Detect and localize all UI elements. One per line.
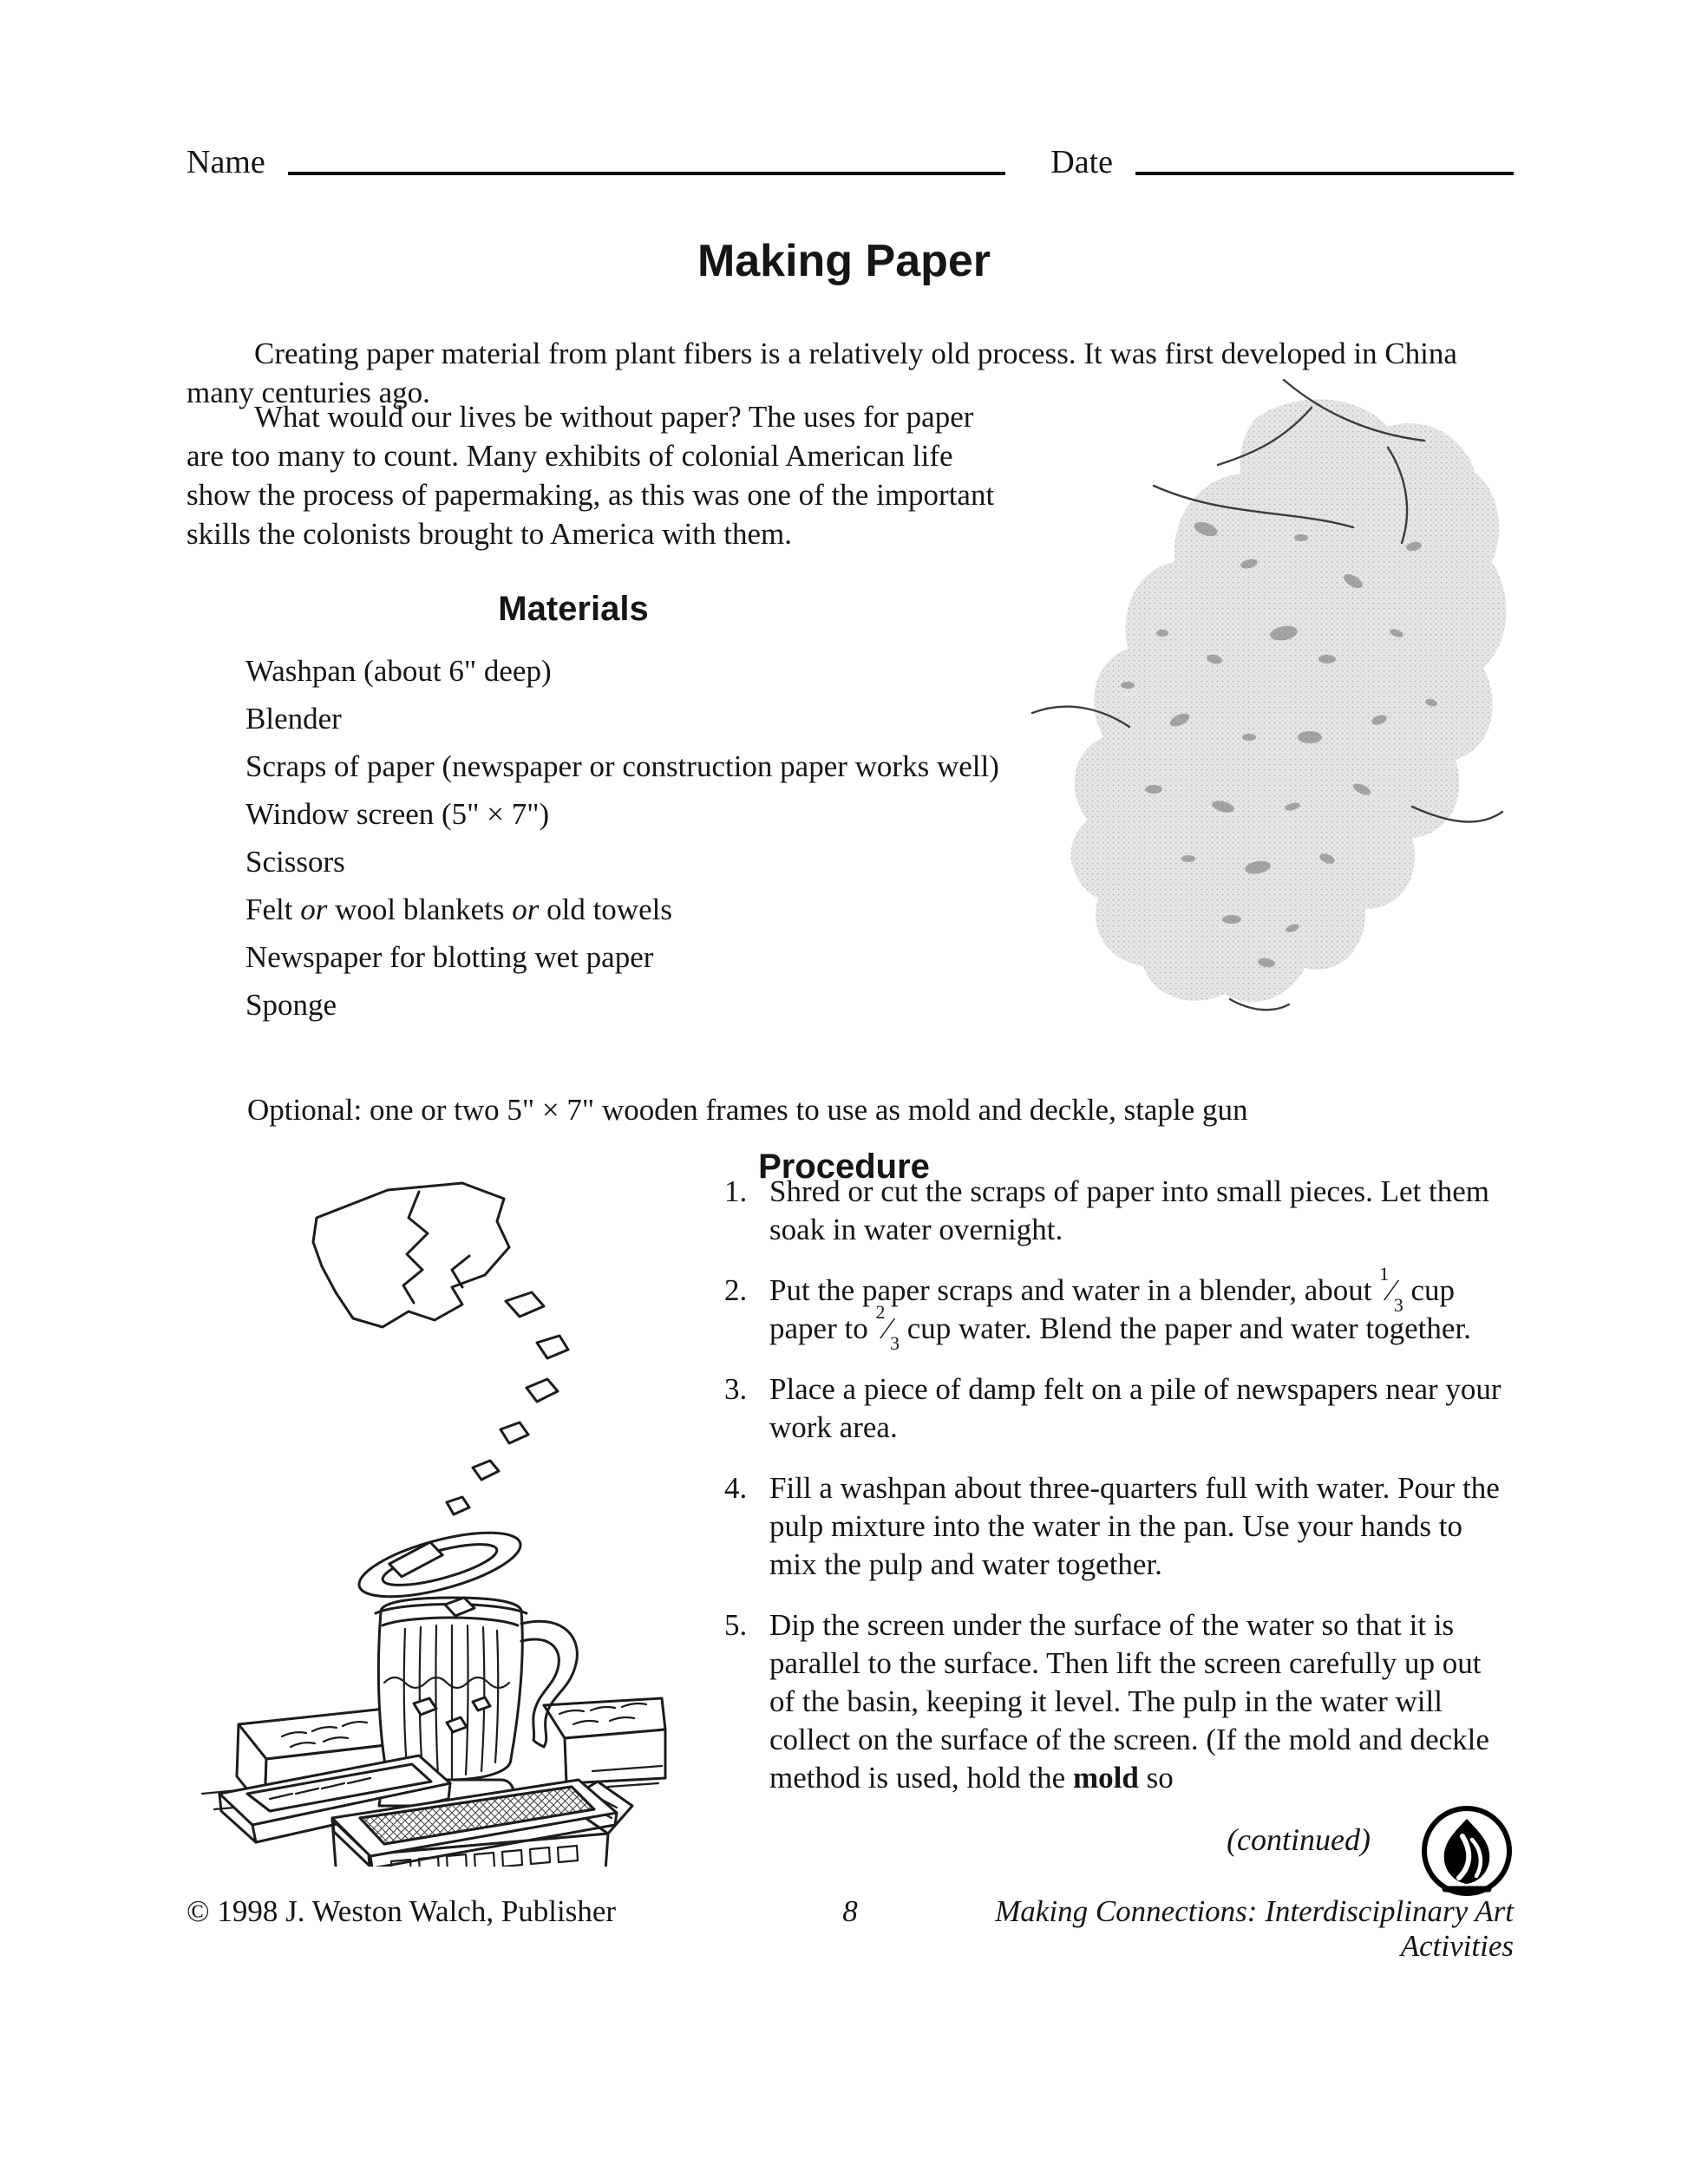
step-item: [724, 1469, 1514, 1584]
material-item: Scraps of paper (newspaper or construction paper works well): [245, 749, 999, 783]
blender-illustration: [186, 1173, 690, 1867]
footer-page-number: 8: [842, 1894, 858, 1928]
material-item: Washpan (about 6" deep): [245, 654, 552, 688]
walch-flame-logo-icon: [1419, 1802, 1515, 1900]
paper-sample-column: [1012, 373, 1514, 1033]
footer-copyright: © 1998 J. Weston Walch, Publisher: [186, 1894, 617, 1928]
intro-paragraph-1: Creating paper material from plant fibers is a relatively old process. It was first developed in China many centuries ago.: [186, 337, 1457, 409]
procedure-steps: [724, 1173, 1514, 1871]
procedure-section: [186, 1173, 1514, 1871]
step-item: [724, 1370, 1514, 1447]
footer-book-title: Making Connections: Interdisciplinary Art Activities: [995, 1894, 1514, 1963]
step-text: Fill a washpan about three-quarters full with water. Pour the pulp mixture into the water in the pan. Use your hands to mix the pulp and water together.: [769, 1471, 1500, 1581]
optional-note: Optional: one or two 5" × 7" wooden frames to use as mold and deckle, staple gun: [247, 1093, 1248, 1127]
material-item: Sponge: [245, 988, 337, 1022]
name-date-row: [186, 146, 1514, 179]
continued-note: (continued): [1227, 1822, 1371, 1857]
material-item: Scissors: [245, 845, 345, 879]
footer: [186, 1894, 1514, 1964]
step-text: Dip the screen under the surface of the water so that it is parallel to the surface. Then lift the screen carefully up out of the basin, keeping it level. The pulp in the water will collect on the surface of the screen. (If the mold and deckle method is used, hold the mold so: [769, 1608, 1489, 1795]
middle-text-column: [186, 373, 1012, 1033]
step-number: 5.: [724, 1608, 748, 1642]
materials-heading: Materials: [498, 590, 649, 628]
continued-row: [1227, 1802, 1515, 1900]
fraction-two-thirds: $^2⁄_3$: [875, 1301, 900, 1354]
page-title: Making Paper: [697, 235, 991, 286]
step-number: 1.: [724, 1174, 748, 1208]
step-text: Place a piece of damp felt on a pile of newspapers near your work area.: [769, 1372, 1502, 1444]
material-item: Window screen (5" × 7"): [245, 797, 550, 831]
material-item: Newspaper for blotting wet paper: [245, 940, 654, 974]
procedure-heading: Procedure: [758, 1148, 930, 1187]
step-number: 2.: [724, 1273, 748, 1307]
blender-illustration-column: [186, 1173, 724, 1871]
middle-section: [186, 373, 1514, 1033]
name-blank-line: [288, 170, 1006, 175]
step-item: [724, 1173, 1514, 1249]
intro-paragraph-2: What would our lives be without paper? The uses for paper are too many to count. Many exhibits of colonial American life show the process of papermaking, as this was one of the important skills the colonists brought to America with them.: [186, 400, 995, 551]
step-item: [724, 1263, 1514, 1354]
material-item: Blender: [245, 702, 342, 736]
name-label: Name: [186, 144, 265, 180]
date-blank-line: [1135, 170, 1514, 175]
step-number: 4.: [724, 1471, 748, 1505]
fraction-one-third: $^1⁄_3$: [1379, 1263, 1403, 1316]
step-number: 3.: [724, 1372, 748, 1406]
step-text: Shred or cut the scraps of paper into small pieces. Let them soak in water overnight.: [769, 1174, 1490, 1246]
material-item: Felt or wool blankets or old towels: [245, 893, 672, 926]
handmade-paper-photo: [1024, 373, 1514, 1015]
step-text: Put the paper scraps and water in a blender, about $^1⁄_3$ cup paper to $^2⁄_3$ cup water. Blend the paper and water together.: [769, 1263, 1471, 1354]
materials-list: [186, 651, 1012, 1025]
date-label: Date: [1050, 144, 1113, 180]
step-item: [724, 1606, 1514, 1797]
